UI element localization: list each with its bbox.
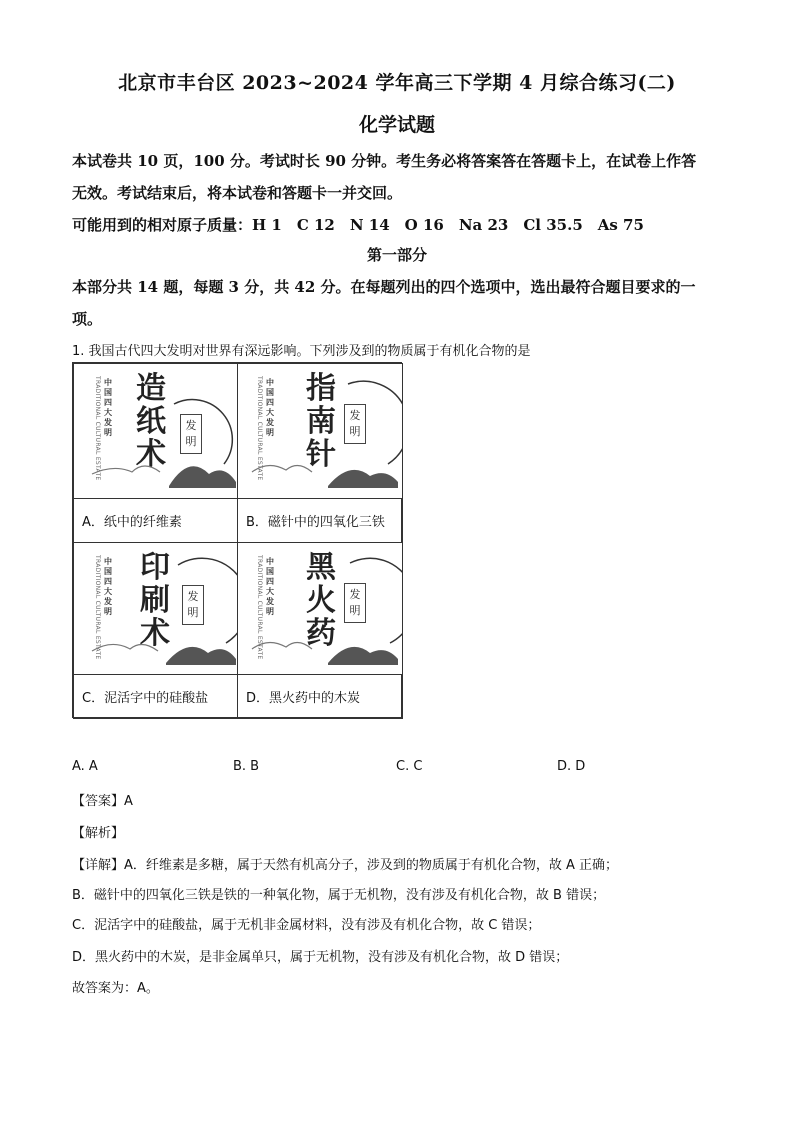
invention-stamp: 发 明 [344, 583, 366, 623]
title-characters: 指 南 针 [306, 371, 336, 472]
choice-a[interactable]: A. A [72, 759, 98, 774]
title-characters: 造 纸 术 [136, 371, 166, 472]
title-characters: 黑 火 药 [306, 550, 336, 651]
invention-image-papermaking: TRADITIONAL CULTURAL ESTATE 中国四大发明 造 纸 术 发 明 [73, 363, 238, 499]
option-a: A．纸中的纤维素 [73, 498, 238, 543]
option-d: D．黑火药中的木炭 [237, 674, 403, 719]
invention-stamp: 发 明 [180, 414, 202, 454]
choice-b[interactable]: B. B [233, 759, 260, 774]
intro-line-2: 无效。考试结束后，将本试卷和答题卡一并交回。 [72, 184, 403, 202]
part-heading: 第一部分 [366, 246, 427, 264]
page-subtitle: 化学试题 [358, 114, 435, 136]
choice-d[interactable]: D. D [557, 759, 586, 774]
analysis-label: 【解析】 [72, 826, 125, 841]
title-characters: 印 刷 术 [140, 550, 170, 651]
detail-b: B．磁针中的四氧化三铁是铁的一种氧化物，属于无机物，没有涉及有机化合物，故 B 错误； [72, 888, 606, 903]
invention-image-compass: TRADITIONAL CULTURAL ESTATE 中国四大发明 指 南 针 发 明 [237, 363, 403, 499]
ink-landscape-icon [74, 543, 238, 675]
intro-line-1: 本试卷共 10 页，100 分。考试时长 90 分钟。考生务必将答案答在答题卡上，在试卷上作答 [72, 152, 697, 170]
invention-image-printing: TRADITIONAL CULTURAL ESTATE 中国四大发明 印 刷 术 发 明 [73, 542, 238, 675]
atomic-mass-line: 可能用到的相对原子质量：H 1 C 12 N 14 O 16 Na 23 Cl 35.5 As 75 [72, 216, 644, 234]
part-instructions-1: 本部分共 14 题，每题 3 分，共 42 分。在每题列出的四个选项中，选出最符合题目要求的一 [72, 278, 696, 296]
option-c: C．泥活字中的硅酸盐 [73, 674, 238, 719]
invention-stamp: 发 明 [344, 404, 366, 444]
page-title: 北京市丰台区 2023~2024 学年高三下学期 4 月综合练习(二) [118, 72, 676, 94]
invention-stamp: 发 明 [182, 585, 204, 625]
ink-landscape-icon [74, 364, 238, 499]
part-instructions-2: 项。 [72, 310, 103, 328]
invention-image-gunpowder: TRADITIONAL CULTURAL ESTATE 中国四大发明 黑 火 药 发 明 [237, 542, 403, 675]
choices-row [0, 759, 794, 779]
question-stem: 1. 我国古代四大发明对世界有深远影响。下列涉及到的物质属于有机化合物的是 [72, 344, 531, 359]
ink-landscape-icon [238, 364, 403, 499]
detail-a: 【详解】A．纤维素是多糖，属于天然有机高分子，涉及到的物质属于有机化合物，故 A 正确； [72, 858, 619, 873]
choice-c[interactable]: C. C [396, 759, 423, 774]
ink-landscape-icon [238, 543, 403, 675]
detail-c: C．泥活字中的硅酸盐，属于无机非金属材料，没有涉及有机化合物，故 C 错误； [72, 918, 541, 933]
answer-label: 【答案】A [72, 794, 133, 809]
conclusion: 故答案为：A。 [72, 981, 159, 996]
option-b: B．磁针中的四氧化三铁 [237, 498, 403, 543]
detail-d: D．黑火药中的木炭，是非金属单只，属于无机物，没有涉及有机化合物，故 D 错误； [72, 950, 569, 965]
options-table [72, 362, 402, 718]
